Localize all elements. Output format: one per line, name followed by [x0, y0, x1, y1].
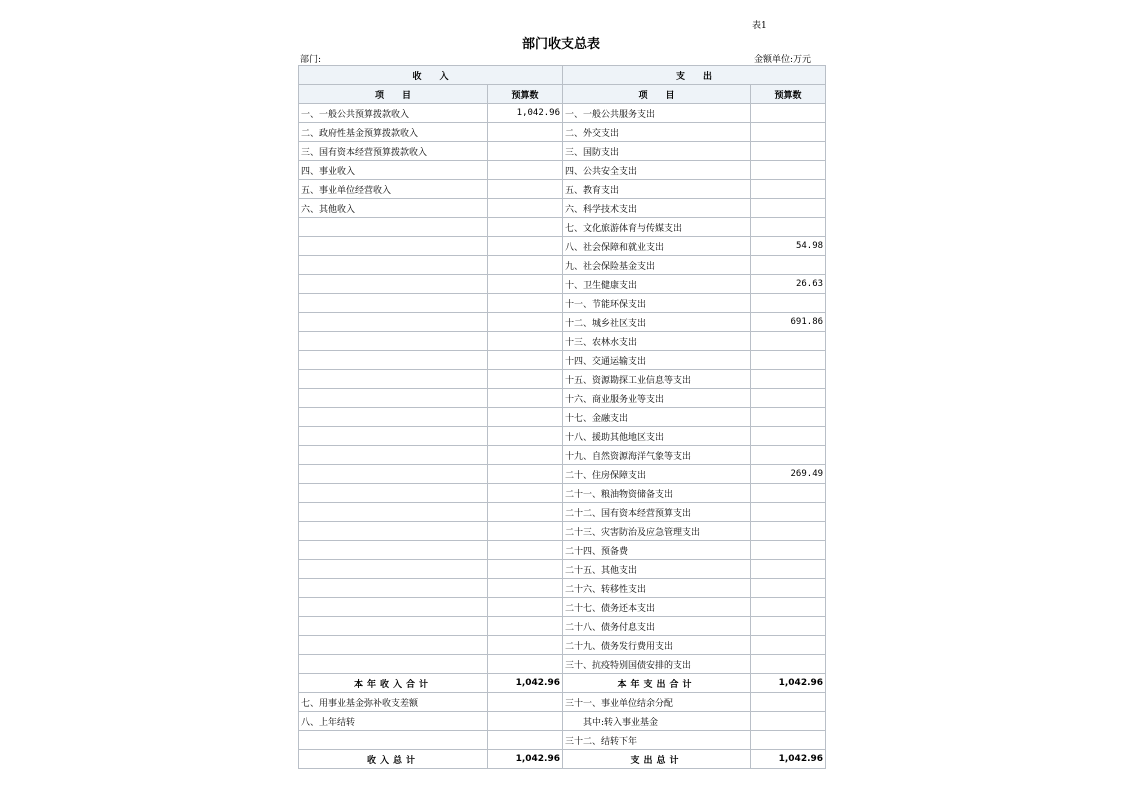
income-item-cell: [299, 408, 488, 427]
expense-item-cell: 十六、商业服务业等支出: [563, 389, 751, 408]
expense-item-cell: 二十六、转移性支出: [563, 579, 751, 598]
expense-item-cell: 十八、援助其他地区支出: [563, 427, 751, 446]
income-item-cell: 七、用事业基金弥补收支差额: [299, 693, 488, 712]
table-row: [299, 693, 826, 712]
expense-value-cell: [751, 408, 826, 427]
page-title: 部门收支总表: [521, 37, 600, 52]
grand-total-row: [299, 750, 826, 769]
expense-value-cell: [751, 522, 826, 541]
expense-item-cell: 九、社会保险基金支出: [563, 256, 751, 275]
budget-summary-table: [298, 65, 826, 769]
year-income-total-value: 1,042.96: [488, 674, 563, 693]
table-row: [299, 237, 826, 256]
expense-value-cell: [751, 579, 826, 598]
expense-item-cell: 其中:转入事业基金: [563, 712, 751, 731]
income-value-cell: [488, 636, 563, 655]
income-item-cell: [299, 351, 488, 370]
income-value-cell: [488, 199, 563, 218]
table-row: [299, 408, 826, 427]
table-number: 表1: [752, 21, 767, 31]
table-body: [299, 104, 826, 674]
table-row: [299, 427, 826, 446]
income-item-cell: [299, 484, 488, 503]
table-row: [299, 199, 826, 218]
expense-item-cell: 十五、资源勘探工业信息等支出: [563, 370, 751, 389]
table-row: [299, 560, 826, 579]
table-row: [299, 256, 826, 275]
income-value-cell: [488, 484, 563, 503]
income-item-cell: [299, 446, 488, 465]
expense-value-cell: [751, 598, 826, 617]
income-value-cell: [488, 123, 563, 142]
income-item-cell: 二、政府性基金预算拨款收入: [299, 123, 488, 142]
income-item-cell: [299, 731, 488, 750]
income-value-cell: [488, 294, 563, 313]
grand-income-total-value: 1,042.96: [488, 750, 563, 769]
income-item-cell: [299, 655, 488, 674]
table-extra-body: [299, 693, 826, 750]
table-row: [299, 370, 826, 389]
expense-item-cell: 十一、节能环保支出: [563, 294, 751, 313]
table-row: [299, 104, 826, 123]
expense-item-cell: 二十九、债务发行费用支出: [563, 636, 751, 655]
expense-value-cell: [751, 617, 826, 636]
table-row: [299, 617, 826, 636]
table-row: [299, 731, 826, 750]
expense-budget-header: 预算数: [751, 85, 826, 104]
expense-item-cell: 七、文化旅游体育与传媒支出: [563, 218, 751, 237]
table-row: [299, 142, 826, 161]
income-item-cell: [299, 560, 488, 579]
expense-item-cell: 二十五、其他支出: [563, 560, 751, 579]
grand-income-total-label: 收入总计: [299, 750, 488, 769]
expense-item-cell: 十九、自然资源海洋气象等支出: [563, 446, 751, 465]
table-row: [299, 655, 826, 674]
income-item-cell: [299, 541, 488, 560]
income-value-cell: [488, 465, 563, 484]
expense-value-cell: [751, 199, 826, 218]
income-value-cell: [488, 237, 563, 256]
expense-item-cell: 十二、城乡社区支出: [563, 313, 751, 332]
expense-value-cell: [751, 123, 826, 142]
expense-item-cell: 二十二、国有资本经营预算支出: [563, 503, 751, 522]
expense-value-cell: [751, 636, 826, 655]
table-row: [299, 389, 826, 408]
expense-item-cell: 二十三、灾害防治及应急管理支出: [563, 522, 751, 541]
income-value-cell: [488, 313, 563, 332]
expense-value-cell: [751, 218, 826, 237]
table-row: [299, 598, 826, 617]
income-item-cell: [299, 617, 488, 636]
expense-item-cell: 六、科学技术支出: [563, 199, 751, 218]
income-value-cell: [488, 541, 563, 560]
expense-value-cell: [751, 731, 826, 750]
grand-expense-total-label: 支出总计: [563, 750, 751, 769]
income-value-cell: [488, 617, 563, 636]
expense-value-cell: [751, 712, 826, 731]
income-value-cell: [488, 655, 563, 674]
expense-item-cell: 二十一、粮油物资储备支出: [563, 484, 751, 503]
income-value-cell: [488, 446, 563, 465]
table-row: [299, 332, 826, 351]
expense-value-cell: [751, 560, 826, 579]
table-row: [299, 294, 826, 313]
expense-item-cell: 三十一、事业单位结余分配: [563, 693, 751, 712]
table-row: [299, 123, 826, 142]
expense-value-cell: [751, 256, 826, 275]
income-section-header: 收 入: [299, 66, 563, 85]
table-row: [299, 579, 826, 598]
income-value-cell: [488, 142, 563, 161]
income-item-cell: 三、国有资本经营预算拨款收入: [299, 142, 488, 161]
expense-value-cell: [751, 503, 826, 522]
expense-item-cell: 二十四、预备费: [563, 541, 751, 560]
expense-value-cell: [751, 332, 826, 351]
income-item-cell: [299, 636, 488, 655]
expense-item-cell: 四、公共安全支出: [563, 161, 751, 180]
expense-value-cell: [751, 180, 826, 199]
year-income-total-label: 本年收入合计: [299, 674, 488, 693]
expense-item-cell: 八、社会保障和就业支出: [563, 237, 751, 256]
income-value-cell: [488, 598, 563, 617]
expense-item-cell: 三十二、结转下年: [563, 731, 751, 750]
income-value-cell: [488, 275, 563, 294]
table-row: [299, 218, 826, 237]
income-value-cell: [488, 731, 563, 750]
expense-item-cell: 二十七、债务还本支出: [563, 598, 751, 617]
income-value-cell: [488, 579, 563, 598]
expense-value-cell: 269.49: [751, 465, 826, 484]
expense-item-header: 项 目: [563, 85, 751, 104]
year-expense-total-label: 本年支出合计: [563, 674, 751, 693]
year-expense-total-value: 1,042.96: [751, 674, 826, 693]
income-value-cell: [488, 712, 563, 731]
income-item-cell: [299, 579, 488, 598]
income-item-cell: [299, 465, 488, 484]
expense-value-cell: [751, 541, 826, 560]
income-value-cell: [488, 218, 563, 237]
expense-item-cell: 二十、住房保障支出: [563, 465, 751, 484]
expense-value-cell: 691.86: [751, 313, 826, 332]
expense-value-cell: [751, 294, 826, 313]
income-value-cell: [488, 560, 563, 579]
income-item-cell: [299, 522, 488, 541]
table-row: [299, 484, 826, 503]
department-label: 部门:: [300, 55, 322, 65]
income-item-cell: [299, 294, 488, 313]
income-value-cell: [488, 427, 563, 446]
expense-item-cell: 十三、农林水支出: [563, 332, 751, 351]
expense-value-cell: 26.63: [751, 275, 826, 294]
income-item-cell: [299, 313, 488, 332]
expense-item-cell: 五、教育支出: [563, 180, 751, 199]
income-item-cell: 一、一般公共预算拨款收入: [299, 104, 488, 123]
expense-section-header: 支 出: [563, 66, 826, 85]
expense-value-cell: [751, 446, 826, 465]
expense-item-cell: 十七、金融支出: [563, 408, 751, 427]
table-row: [299, 541, 826, 560]
expense-item-cell: 三十、抗疫特别国债安排的支出: [563, 655, 751, 674]
table-row: [299, 522, 826, 541]
income-item-cell: [299, 389, 488, 408]
income-item-cell: [299, 275, 488, 294]
expense-item-cell: 一、一般公共服务支出: [563, 104, 751, 123]
table-row: [299, 275, 826, 294]
expense-item-cell: 十四、交通运输支出: [563, 351, 751, 370]
table-row: [299, 446, 826, 465]
income-value-cell: 1,042.96: [488, 104, 563, 123]
expense-value-cell: [751, 693, 826, 712]
income-value-cell: [488, 256, 563, 275]
income-item-cell: [299, 218, 488, 237]
expense-item-cell: 二十八、债务付息支出: [563, 617, 751, 636]
income-item-cell: [299, 503, 488, 522]
expense-value-cell: [751, 427, 826, 446]
income-item-cell: [299, 332, 488, 351]
income-item-cell: 六、其他收入: [299, 199, 488, 218]
income-value-cell: [488, 522, 563, 541]
table-row: [299, 712, 826, 731]
year-total-row: [299, 674, 826, 693]
income-item-cell: 五、事业单位经营收入: [299, 180, 488, 199]
income-item-cell: [299, 427, 488, 446]
expense-item-cell: 三、国防支出: [563, 142, 751, 161]
income-item-cell: [299, 370, 488, 389]
expense-value-cell: [751, 142, 826, 161]
table-row: [299, 313, 826, 332]
income-value-cell: [488, 180, 563, 199]
expense-value-cell: [751, 655, 826, 674]
table-row: [299, 636, 826, 655]
expense-item-cell: 十、卫生健康支出: [563, 275, 751, 294]
grand-expense-total-value: 1,042.96: [751, 750, 826, 769]
income-budget-header: 预算数: [488, 85, 563, 104]
expense-item-cell: 二、外交支出: [563, 123, 751, 142]
income-value-cell: [488, 389, 563, 408]
income-item-cell: [299, 256, 488, 275]
table-row: [299, 503, 826, 522]
income-value-cell: [488, 161, 563, 180]
table-row: [299, 465, 826, 484]
income-item-cell: 四、事业收入: [299, 161, 488, 180]
table-row: [299, 180, 826, 199]
income-value-cell: [488, 503, 563, 522]
income-item-cell: [299, 598, 488, 617]
income-value-cell: [488, 370, 563, 389]
income-value-cell: [488, 332, 563, 351]
expense-value-cell: [751, 370, 826, 389]
income-value-cell: [488, 351, 563, 370]
income-value-cell: [488, 408, 563, 427]
income-value-cell: [488, 693, 563, 712]
table-row: [299, 351, 826, 370]
expense-value-cell: [751, 104, 826, 123]
expense-value-cell: [751, 484, 826, 503]
expense-value-cell: [751, 351, 826, 370]
income-item-header: 项 目: [299, 85, 488, 104]
expense-value-cell: [751, 389, 826, 408]
income-item-cell: [299, 237, 488, 256]
expense-value-cell: [751, 161, 826, 180]
amount-unit-label: 金额单位:万元: [754, 55, 812, 65]
income-item-cell: 八、上年结转: [299, 712, 488, 731]
table-row: [299, 161, 826, 180]
expense-value-cell: 54.98: [751, 237, 826, 256]
